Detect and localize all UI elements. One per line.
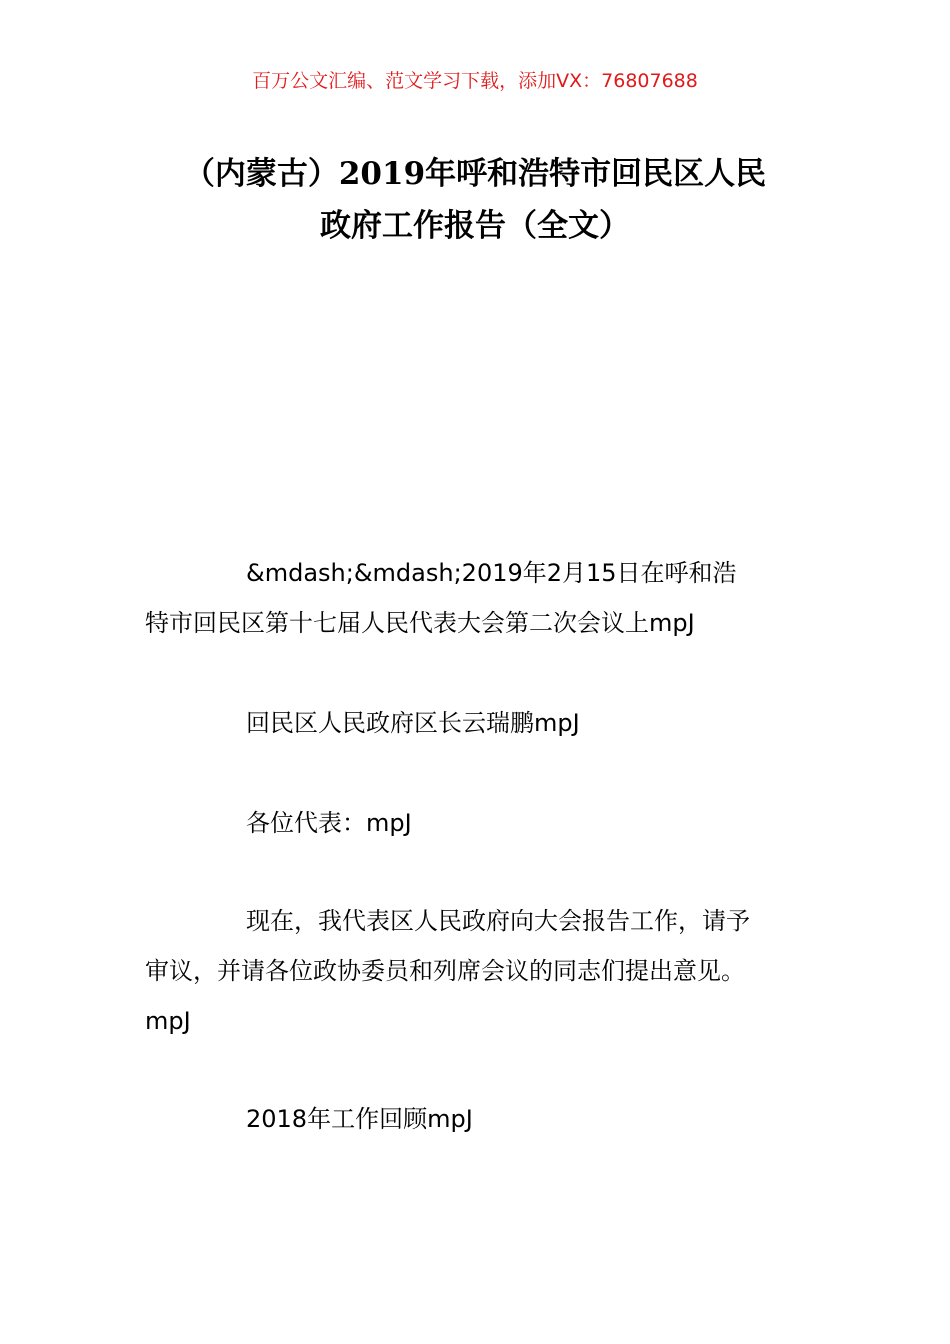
document-title <box>130 148 820 252</box>
paragraph-line: 各位代表：mpJ <box>246 809 412 837</box>
paragraph-speaker <box>145 698 825 748</box>
paragraph-line: &mdash;&mdash;2019年2月15日在呼和浩 <box>246 559 737 587</box>
paragraph-opening <box>145 896 825 1046</box>
paragraph-line: 回民区人民政府区长云瑞鹏mpJ <box>246 709 580 737</box>
document-title-line-2: 政府工作报告（全文） <box>320 208 630 244</box>
paragraph-salutation <box>145 798 825 848</box>
paragraph-line: 2018年工作回顾mpJ <box>246 1105 473 1133</box>
section-heading-review <box>145 1094 825 1144</box>
paragraph-meeting-info <box>145 548 825 648</box>
paragraph-line: mpJ <box>145 1007 191 1035</box>
paragraph-line: 特市回民区第十七届人民代表大会第二次会议上mpJ <box>145 609 695 637</box>
document-title-line-1: （内蒙古）2019年呼和浩特市回民区人民 <box>183 156 767 192</box>
paragraph-line: 现在，我代表区人民政府向大会报告工作，请予 <box>246 907 750 935</box>
header-note: 百万公文汇编、范文学习下载，添加VX：76807688 <box>252 70 698 92</box>
paragraph-line: 审议，并请各位政协委员和列席会议的同志们提出意见。 <box>145 957 745 985</box>
